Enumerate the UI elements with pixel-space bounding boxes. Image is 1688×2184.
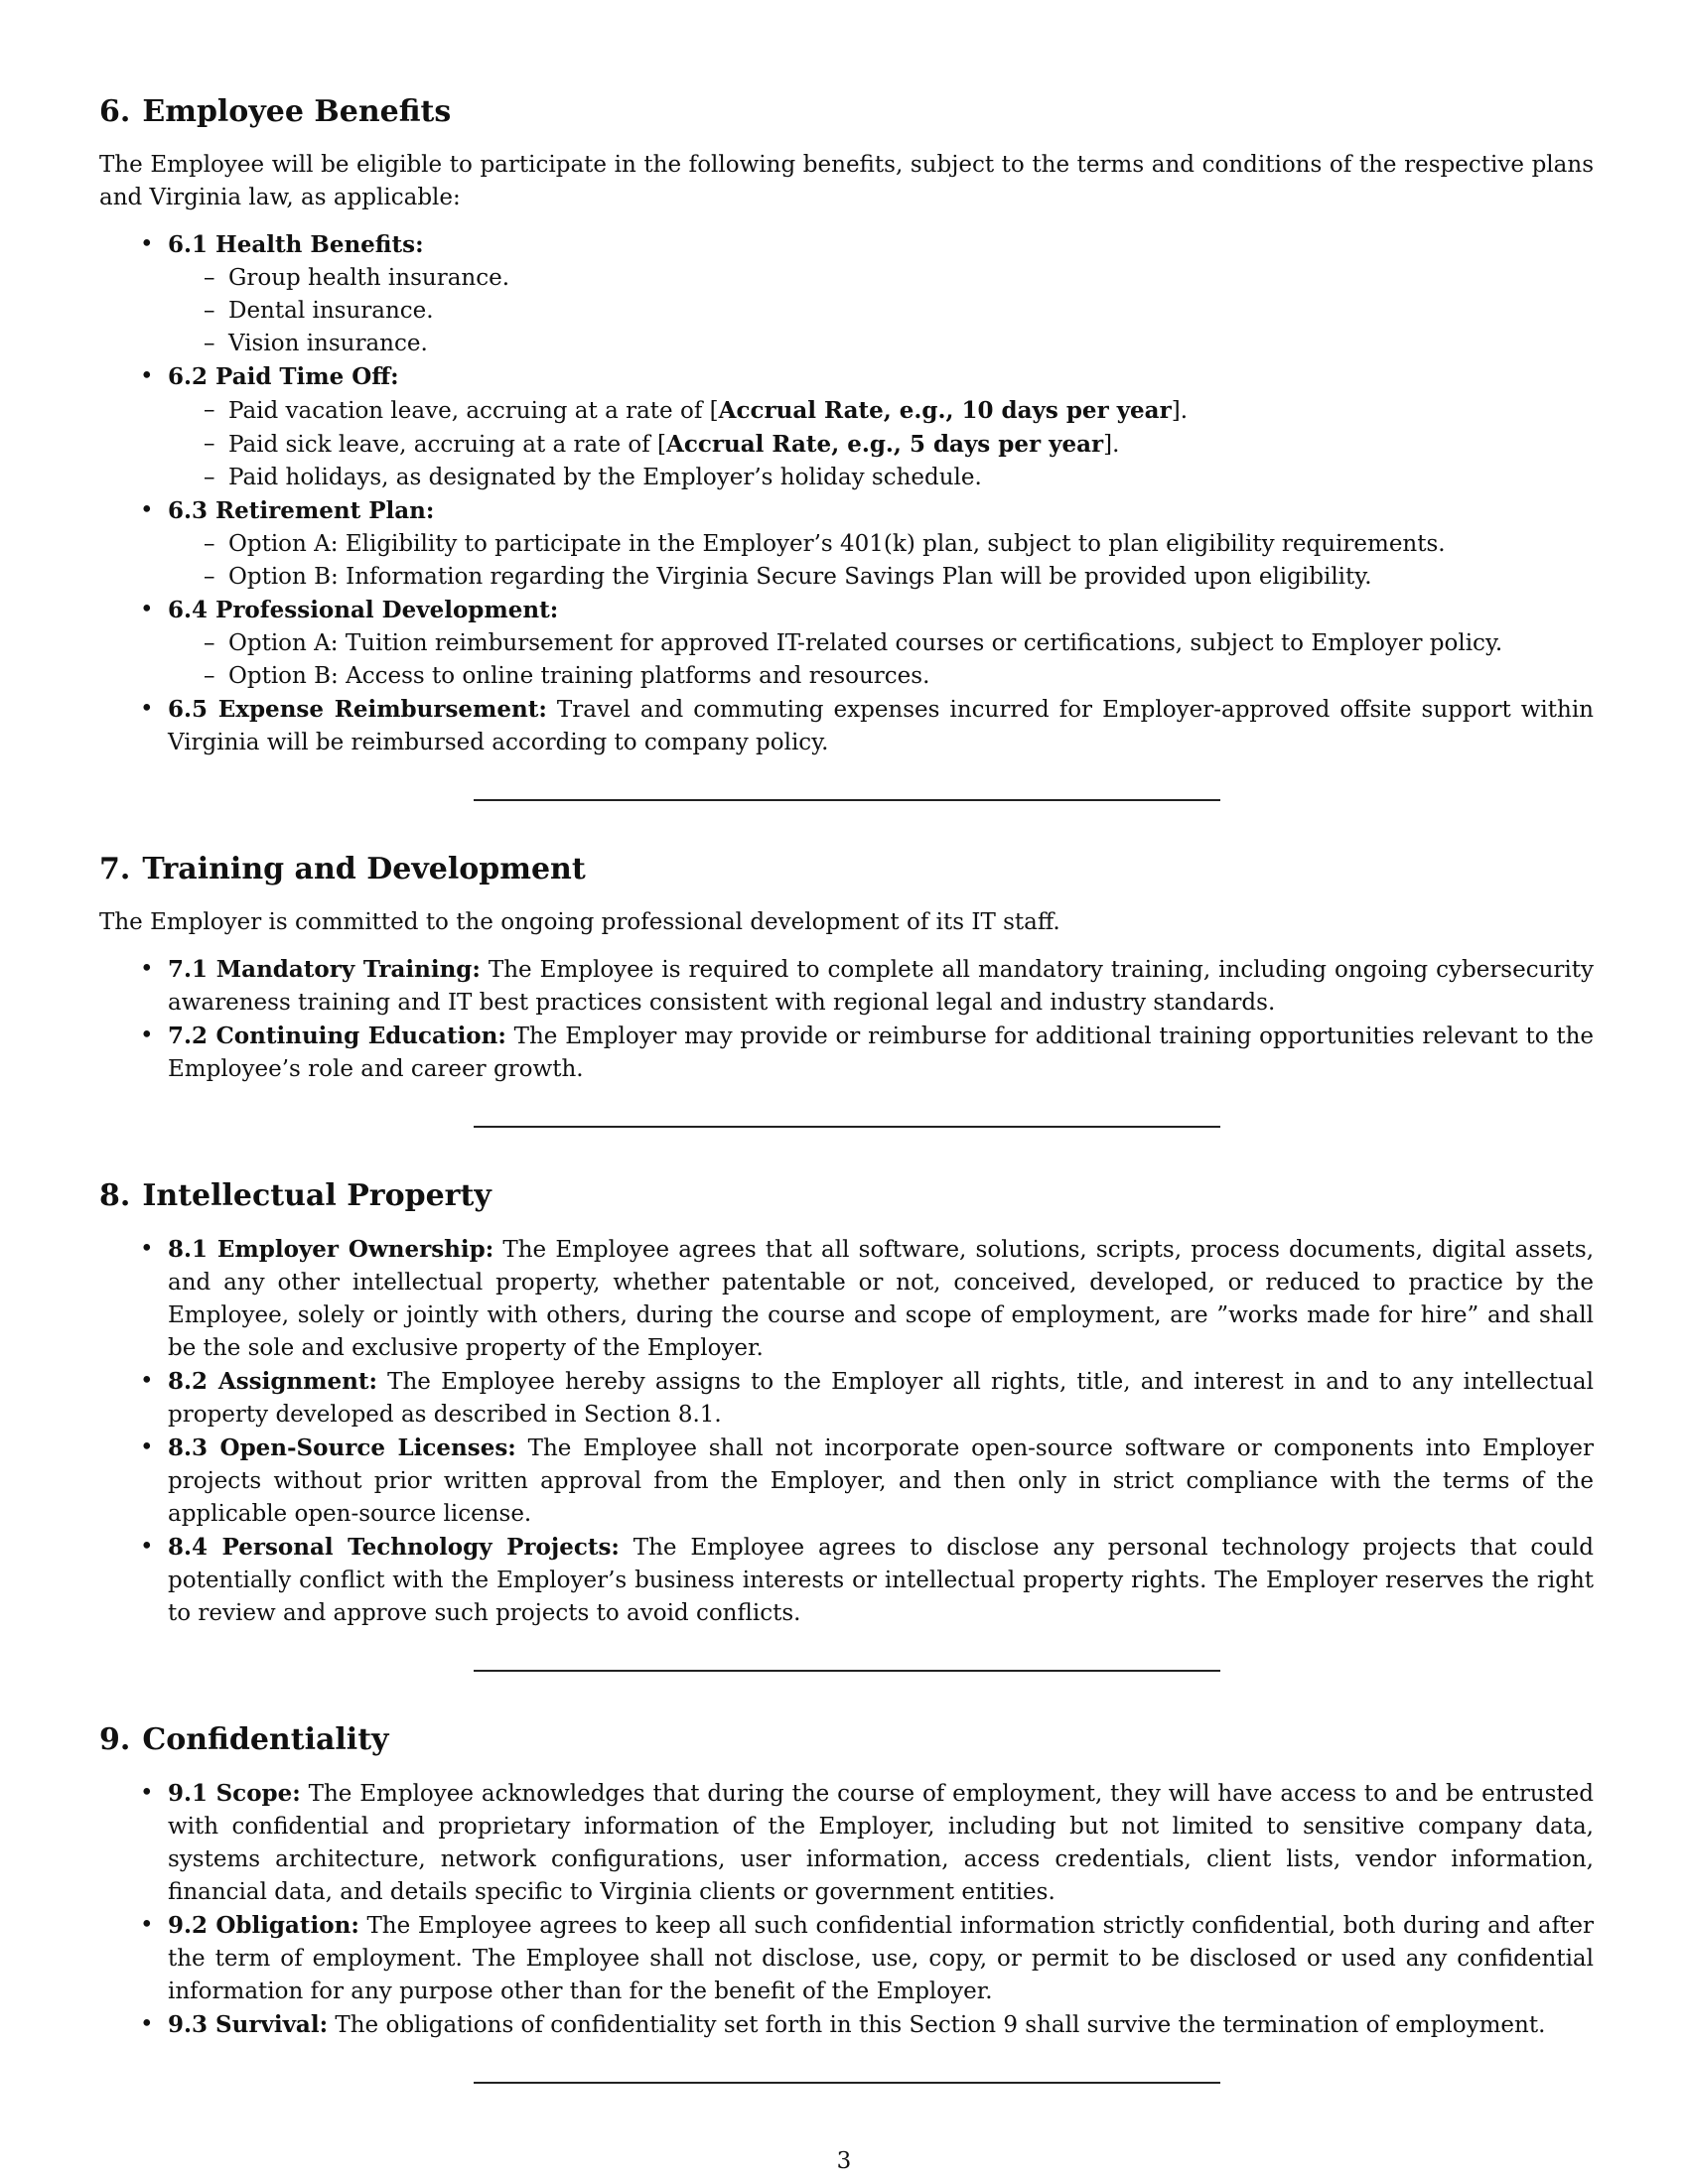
benefits-list <box>99 228 1594 759</box>
sub-item: – Paid holidays, as designated by the Employer’s holiday schedule. <box>168 462 1594 494</box>
item-label: 6.1 Health Benefits: <box>168 231 424 258</box>
confidentiality-list <box>99 1777 1594 2042</box>
sub-list <box>168 394 1594 494</box>
item-label: 8.1 Employer Ownership: <box>168 1236 494 1263</box>
list-item <box>99 1531 1594 1630</box>
section-intro: The Employee will be eligible to participate in the following benefits, subject to the terms and conditions of the respective plans and Virginia law, as applicable: <box>99 152 1594 210</box>
training-list <box>99 953 1594 1086</box>
item-text: The Employee agrees to keep all such confidential information strictly confidential, both during and after the term of employment. The Employee shall not disclose, use, copy, or permit to be disclosed or used any confidential information for any purpose other than for the benefit of the Employer. <box>168 1913 1595 2004</box>
section-divider <box>474 1126 1220 1128</box>
sub-item: – Group health insurance. <box>168 262 1594 295</box>
item-text: The Employee acknowledges that during the course of employment, they will have access to and be entrusted with confidential and proprietary information of the Employer, including but not limited to sensitive company data, systems architecture, network configurations, user information, access credentials, client lists, vendor information, financial data, and details specific to Virginia clients or government entities. <box>168 1781 1595 1905</box>
list-item <box>99 1909 1594 2008</box>
item-text: The Employee hereby assigns to the Employer all rights, title, and interest in and to any intellectual property developed as described in Section 8.1. <box>168 1369 1594 1428</box>
item-text: The obligations of confidentiality set forth in this Section 9 shall survive the termination of employment. <box>335 2012 1546 2038</box>
list-item <box>99 1233 1594 1365</box>
sub-list <box>168 528 1594 594</box>
item-label: 8.4 Personal Technology Projects: <box>168 1534 620 1561</box>
document-page <box>99 91 1594 2084</box>
list-item <box>99 953 1594 1020</box>
item-text: The Employer may provide or reimburse for additional training opportunities relevant to the Employee’s role and career growth. <box>168 1024 1594 1082</box>
placeholder-field: Accrual Rate, e.g., 5 days per year <box>666 431 1104 458</box>
sub-list <box>168 262 1594 360</box>
list-item <box>99 1777 1594 1909</box>
section-divider <box>474 1670 1220 1672</box>
list-item <box>99 2008 1594 2042</box>
item-label: 6.4 Professional Development: <box>168 597 559 623</box>
item-label: 6.3 Retirement Plan: <box>168 497 435 524</box>
item-label: 8.3 Open-Source Licenses: <box>168 1434 516 1461</box>
sub-item-text: ]. <box>1103 432 1120 458</box>
section-number: 7. <box>99 852 131 887</box>
section-number: 9. <box>99 1722 131 1757</box>
section-title: Training and Development <box>142 852 586 887</box>
section-heading <box>99 91 1594 133</box>
section-divider <box>474 2082 1220 2084</box>
sub-item: – Option B: Information regarding the Virginia Secure Savings Plan will be provided upon eligibility. <box>168 561 1594 594</box>
section-employee-benefits <box>99 91 1594 759</box>
page-number: 3 <box>836 2148 852 2174</box>
section-divider <box>474 799 1220 801</box>
item-label: 7.2 Continuing Education: <box>168 1023 506 1049</box>
sub-list <box>168 627 1594 693</box>
list-item <box>99 1432 1594 1531</box>
item-text: Travel and commuting expenses incurred for Employer-approved offsite support within Virginia will be reimbursed according to company policy. <box>168 697 1594 755</box>
section-heading <box>99 849 1594 890</box>
list-item <box>99 693 1594 759</box>
ip-list <box>99 1233 1594 1630</box>
sub-item-text: Paid vacation leave, accruing at a rate of [ <box>228 398 719 424</box>
item-label: 9.3 Survival: <box>168 2011 329 2038</box>
list-item <box>99 360 1594 494</box>
item-text: The Employee agrees to disclose any personal technology projects that could potentially conflict with the Employer’s business interests or intellectual property rights. The Employer reserves the right to review and approve such projects to avoid conflicts. <box>168 1535 1594 1626</box>
list-item <box>99 228 1594 360</box>
item-label: 8.2 Assignment: <box>168 1368 377 1395</box>
item-label: 6.5 Expense Reimbursement: <box>168 696 547 723</box>
item-text: The Employee shall not incorporate open-source software or components into Employer projects without prior written approval from the Employer, and then only in strict compliance with the terms of the applicable open-source license. <box>168 1435 1594 1527</box>
section-number: 6. <box>99 94 131 129</box>
section-training-development <box>99 849 1594 1086</box>
placeholder-field: Accrual Rate, e.g., 10 days per year <box>718 397 1172 424</box>
sub-item: – Dental insurance. <box>168 295 1594 328</box>
sub-item: – Option B: Access to online training platforms and resources. <box>168 660 1594 693</box>
section-title: Confidentiality <box>142 1722 389 1757</box>
list-item <box>99 594 1594 693</box>
section-intellectual-property <box>99 1175 1594 1630</box>
section-intro: The Employer is committed to the ongoing professional development of its IT staff. <box>99 909 1060 935</box>
list-item <box>99 494 1594 594</box>
item-label: 7.1 Mandatory Training: <box>168 956 481 983</box>
sub-item-text: ]. <box>1171 398 1189 424</box>
section-heading <box>99 1175 1594 1217</box>
sub-item: – Option A: Eligibility to participate in the Employer’s 401(k) plan, subject to plan eligibility requirements. <box>168 528 1594 561</box>
item-label: 9.1 Scope: <box>168 1780 301 1807</box>
list-item <box>99 1365 1594 1432</box>
item-label: 6.2 Paid Time Off: <box>168 363 399 390</box>
sub-item <box>168 394 1594 428</box>
list-item <box>99 1020 1594 1086</box>
sub-item: – Vision insurance. <box>168 328 1594 360</box>
item-text: The Employee is required to complete all mandatory training, including ongoing cybersecurity awareness training and IT best practices consistent with regional legal and industry standards. <box>168 957 1595 1016</box>
item-label: 9.2 Obligation: <box>168 1912 359 1939</box>
section-title: Intellectual Property <box>142 1178 492 1213</box>
section-title: Employee Benefits <box>142 94 452 129</box>
sub-item: – Option A: Tuition reimbursement for approved IT-related courses or certifications, subject to Employer policy. <box>168 627 1594 660</box>
section-heading <box>99 1719 1594 1761</box>
sub-item-text: Paid sick leave, accruing at a rate of [ <box>228 432 667 458</box>
section-confidentiality <box>99 1719 1594 2042</box>
item-text: The Employee agrees that all software, solutions, scripts, process documents, digital assets, and any other intellectual property, whether patentable or not, conceived, developed, or reduced to practice by the Employee, solely or jointly with others, during the course and scope of employment, are ”works made for hire” and shall be the sole and exclusive property of the Employer. <box>168 1237 1595 1361</box>
sub-item <box>168 428 1594 462</box>
section-number: 8. <box>99 1178 131 1213</box>
